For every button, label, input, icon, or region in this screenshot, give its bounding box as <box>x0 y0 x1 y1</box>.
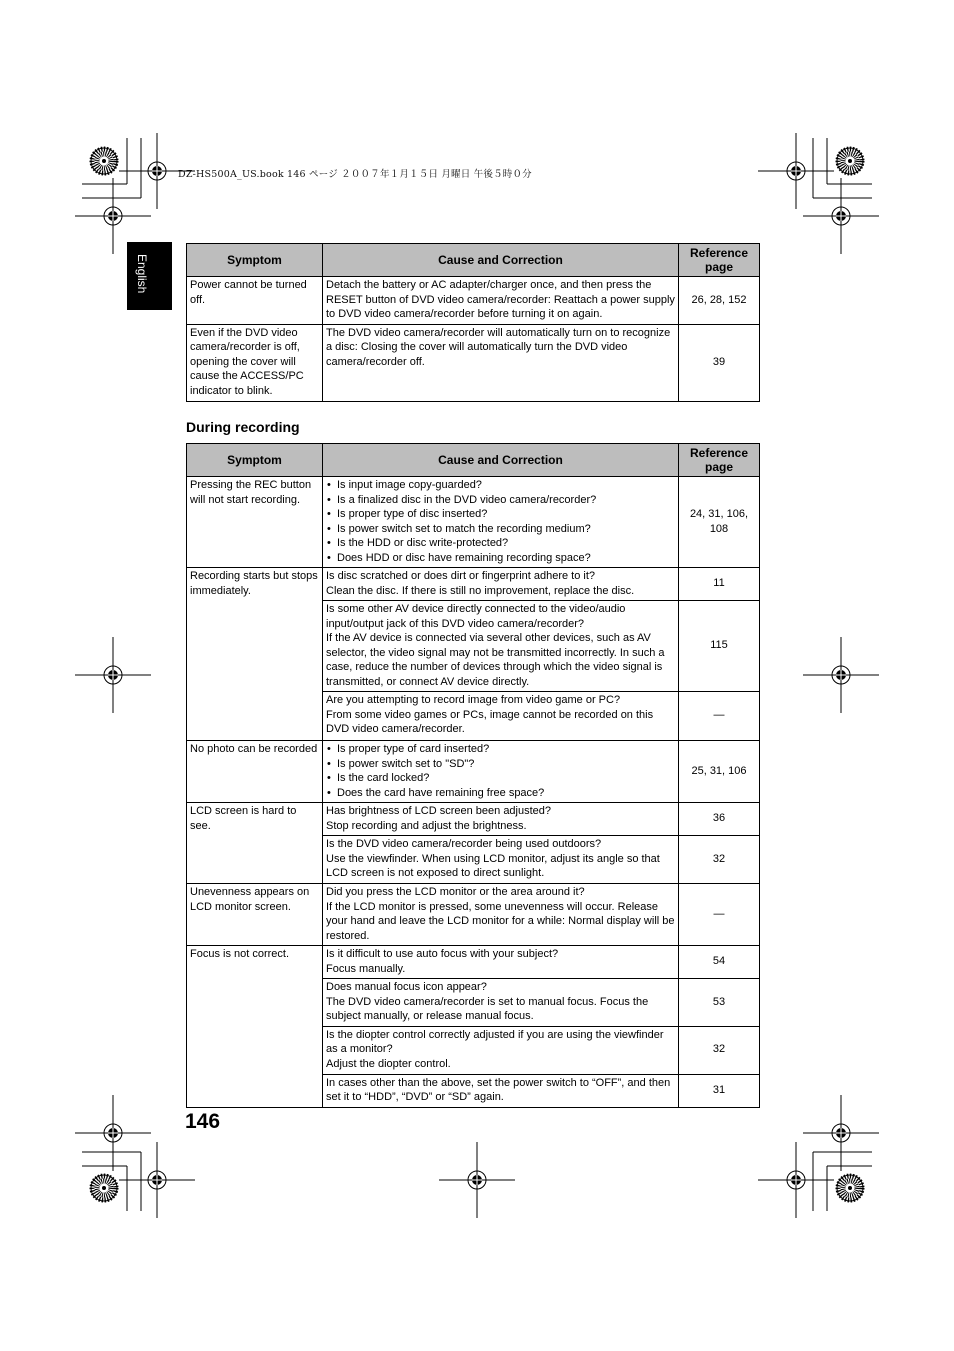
cause-question: Did you press the LCD monitor or the area around it? If the LCD monitor is pressed, some unevenness will occur. Release your hand and leave the LCD monitor for a while: Normal display will be restored. <box>326 886 675 942</box>
reference-cell: 115 <box>679 601 760 692</box>
troubleshooting-table-general <box>186 243 760 402</box>
cause-question: Is the DVD video camera/recorder being used outdoors? Use the viewfinder. When using LCD monitor, adjust its angle so that LCD screen is not exposed to direct sunlight. <box>326 838 660 879</box>
cause-question: In cases other than the above, set the power switch to “OFF”, and then set it to “HDD”, “DVD” or “SD” again. <box>326 1076 671 1103</box>
language-tab <box>127 242 172 310</box>
cause-cell <box>323 803 679 836</box>
cause-question: Is it difficult to use auto focus with your subject? Focus manually. <box>326 948 559 975</box>
reference-cell: 31 <box>679 1074 760 1107</box>
table-row <box>187 741 760 803</box>
cause-cell <box>323 692 679 741</box>
troubleshooting-table-recording <box>186 443 760 1108</box>
cause-cell <box>323 477 679 568</box>
cause-cell <box>323 946 679 979</box>
symptom-cell: Even if the DVD video camera/recorder is off, opening the cover will cause the ACCESS/PC indicator to blink. <box>187 324 323 401</box>
running-header: DZ-HS500A_US.book 146 ページ ２００７年１月１５日 月曜日 午後５時０分 <box>178 169 532 180</box>
cause-cell <box>323 979 679 1027</box>
table-row <box>187 277 760 325</box>
reference-cell: 54 <box>679 946 760 979</box>
checklist-item: • Is power switch set to match the recording medium? <box>326 522 675 537</box>
cause-cell: Detach the battery or AC adapter/charger once, and then press the RESET button of DVD video camera/recorder: Reattach a power supply to DVD video camera/recorder before turning it on again. <box>323 277 679 325</box>
column-header-symptom: Symptom <box>187 444 323 477</box>
checklist-item: • Is power switch set to "SD"? <box>326 757 675 772</box>
checklist-item: • Is the HDD or disc write-protected? <box>326 536 675 551</box>
table-row <box>187 324 760 401</box>
checklist-item: • Is proper type of disc inserted? <box>326 507 675 522</box>
cause-cell <box>323 884 679 946</box>
reference-cell: — <box>679 692 760 741</box>
reference-cell: 53 <box>679 979 760 1027</box>
column-header-symptom: Symptom <box>187 244 323 277</box>
cause-question: Has brightness of LCD screen been adjusted? Stop recording and adjust the brightness. <box>326 805 552 832</box>
symptom-cell: Pressing the REC button will not start recording. <box>187 477 323 568</box>
cause-question: Is disc scratched or does dirt or fingerprint adhere to it? Clean the disc. If there is still no improvement, replace the disc. <box>326 570 635 597</box>
symptom-cell: No photo can be recorded <box>187 741 323 803</box>
checklist-item: • Is a finalized disc in the DVD video camera/recorder? <box>326 493 675 508</box>
checklist-item: • Is the card locked? <box>326 771 675 786</box>
cause-cell <box>323 568 679 601</box>
symptom-cell: LCD screen is hard to see. <box>187 803 323 884</box>
cause-cell <box>323 1074 679 1107</box>
reference-cell: 32 <box>679 836 760 884</box>
checklist-item: • Is proper type of card inserted? <box>326 742 675 757</box>
column-header-reference: Reference page <box>679 444 760 477</box>
cause-question: Is some other AV device directly connected to the video/audio input/output jack of this DVD video camera/recorder? If the AV device is connected via several other devices, such as AV selector, the video signal may not be transmitted incorrectly. In such a case, reduce the number of devices through which the video signal is transmitted, or connect AV device directly. <box>326 603 665 688</box>
cause-cell <box>323 836 679 884</box>
checklist-item: • Is input image copy-guarded? <box>326 478 675 493</box>
cause-question: Are you attempting to record image from video game or PC? From some video games or PCs, image cannot be recorded on this DVD video camera/recorder. <box>326 694 654 735</box>
table-row <box>187 477 760 568</box>
reference-cell: 32 <box>679 1026 760 1074</box>
table-row <box>187 568 760 601</box>
reference-cell: 36 <box>679 803 760 836</box>
column-header-cause: Cause and Correction <box>323 444 679 477</box>
cause-cell <box>323 741 679 803</box>
checklist <box>326 478 675 565</box>
reference-cell: 24, 31, 106, 108 <box>679 477 760 568</box>
cause-cell <box>323 601 679 692</box>
reference-cell: 26, 28, 152 <box>679 277 760 325</box>
reference-cell: — <box>679 884 760 946</box>
cause-question: Does manual focus icon appear? The DVD video camera/recorder is set to manual focus. Focus the subject manually, or release manual focus. <box>326 981 649 1022</box>
symptom-cell: Power cannot be turned off. <box>187 277 323 325</box>
cause-cell: The DVD video camera/recorder will automatically turn on to recognize a disc: Closing the cover will automatically turn the DVD video camera/recorder off. <box>323 324 679 401</box>
checklist-item: • Does HDD or disc have remaining recording space? <box>326 551 675 566</box>
page-number: 146 <box>185 1110 221 1133</box>
reference-cell: 25, 31, 106 <box>679 741 760 803</box>
section-heading: During recording <box>186 419 300 435</box>
reference-cell: 11 <box>679 568 760 601</box>
language-tab-label: English <box>135 254 149 294</box>
cause-question: Is the diopter control correctly adjusted if you are using the viewfinder as a monitor? Adjust the diopter control. <box>326 1028 664 1070</box>
table-row <box>187 946 760 979</box>
symptom-cell: Unevenness appears on LCD monitor screen. <box>187 884 323 946</box>
symptom-cell: Recording starts but stops immediately. <box>187 568 323 741</box>
table-row <box>187 803 760 836</box>
column-header-reference: Reference page <box>679 244 760 277</box>
checklist <box>326 742 675 800</box>
reference-cell: 39 <box>679 324 760 401</box>
cause-cell <box>323 1026 679 1074</box>
column-header-cause: Cause and Correction <box>323 244 679 277</box>
symptom-cell: Focus is not correct. <box>187 946 323 1108</box>
checklist-item: • Does the card have remaining free space? <box>326 786 675 801</box>
table-row <box>187 884 760 946</box>
